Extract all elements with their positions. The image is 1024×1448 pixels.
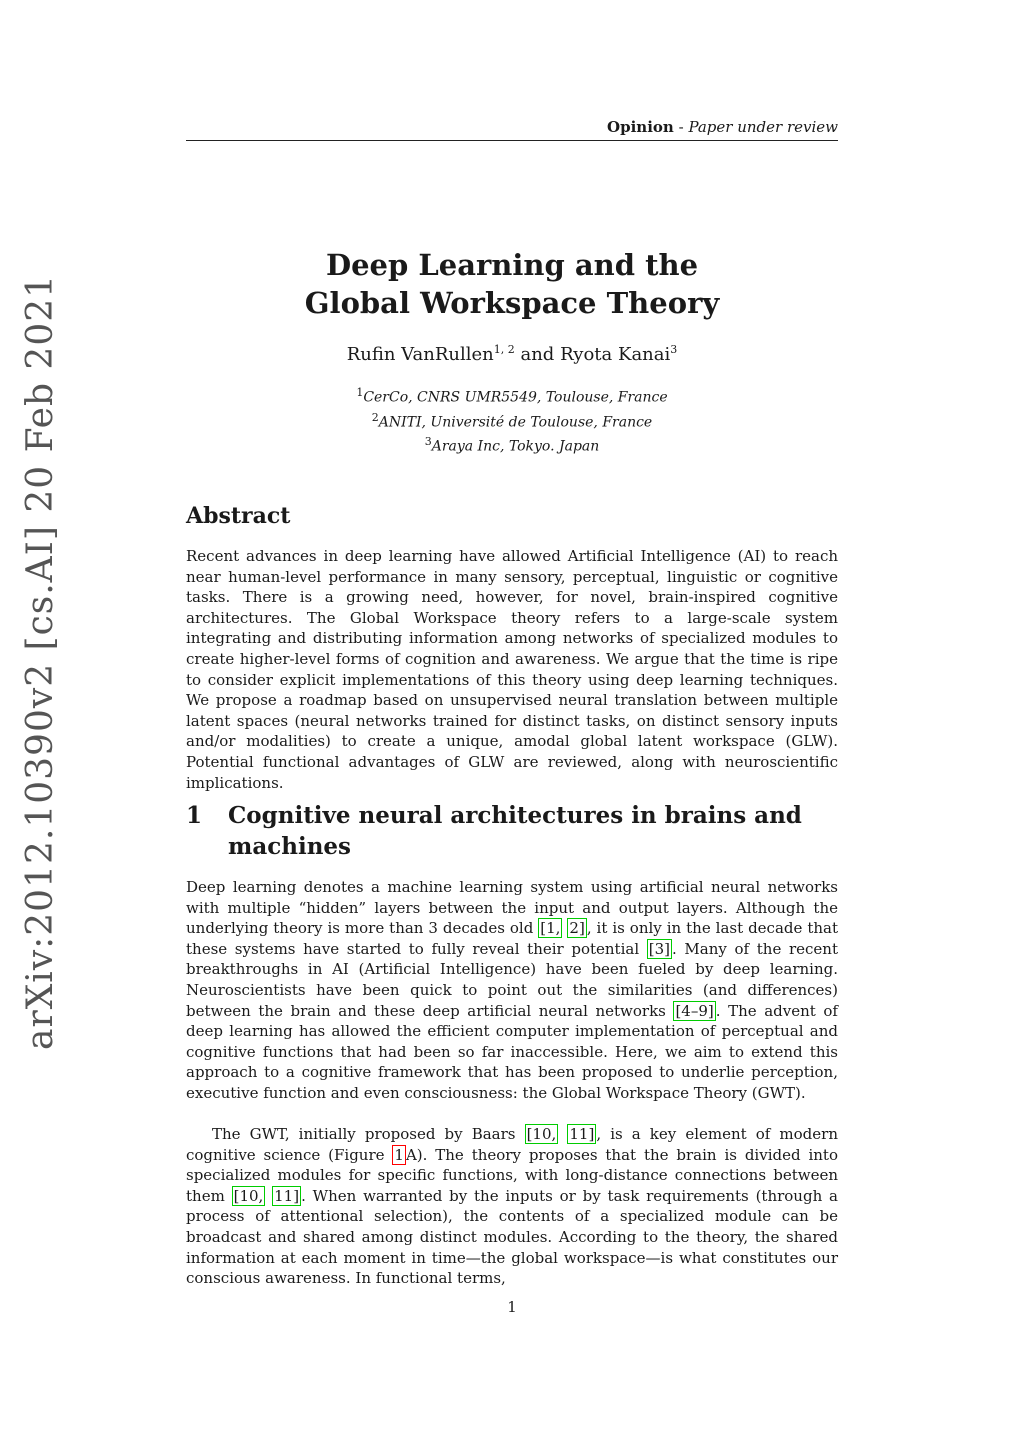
paragraph-text: . When warranted by the inputs or by task requirements (through a process of attentional selection), the contents of a specialized module can be broadcast and shared among distinct modules. According to the theory, the shared information at each moment in time—the global workspace—is what constitutes our conscious awareness. In functional terms,	[186, 1186, 838, 1288]
citation-link[interactable]: 11]	[569, 1125, 595, 1143]
author-conjunction: and	[514, 344, 561, 365]
paper-title	[186, 246, 838, 322]
header-separator: -	[673, 118, 689, 136]
body-paragraph-1	[186, 877, 838, 1104]
citation-link[interactable]: [10,	[526, 1125, 557, 1143]
citation-link[interactable]: 11]	[274, 1186, 300, 1205]
running-header	[186, 118, 838, 141]
page-number: 1	[507, 1298, 517, 1316]
author-affil-sup: 3	[670, 343, 678, 356]
abstract-heading: Abstract	[186, 503, 291, 529]
affiliation-text: ANITI, Université de Toulouse, France	[378, 414, 653, 431]
paragraph-text: . Many of the recent breakthroughs in AI (Artificial Intelligence) have been fueled by deep learning. Neuroscientists have been quick to point out the similarities (and differences) between the brain and these deep artificial neural networks	[186, 939, 838, 1020]
affiliation-line	[186, 432, 838, 457]
paragraph-text: Deep learning denotes a machine learning system using artificial neural networks with multiple “hidden” layers between the input and output layers. Although the underlying theory is more than 3 decades old	[186, 878, 838, 938]
arxiv-identifier[interactable]: arXiv:2012.10390v2 [cs.AI] 20 Feb 2021	[20, 273, 61, 1050]
paragraph-text: . The advent of deep learning has allowed the efficient computer implementation of perceptual and cognitive functions that had been so far inaccessible. Here, we aim to extend this approach to a cognitive framework that has been proposed to underlie perception, executive function and even consciousness: the Global Workspace Theory (GWT).	[186, 1001, 838, 1102]
citation-link[interactable]: [3]	[648, 939, 671, 958]
paragraph-text: , is a key element of modern cognitive science (Figure	[186, 1125, 838, 1164]
affiliation-num: 2	[371, 410, 379, 424]
affiliation-line	[186, 408, 838, 433]
figure-link[interactable]: 1	[394, 1145, 404, 1164]
affiliation-num: 1	[356, 386, 364, 399]
affiliation-text: Araya Inc, Tokyo. Japan	[431, 438, 600, 455]
section-heading	[186, 800, 838, 862]
author-list	[186, 343, 838, 365]
section-title: Cognitive neural architectures in brains and machines	[228, 802, 802, 860]
paragraph-text: The GWT, initially proposed by Baars	[212, 1125, 525, 1143]
author-name: Ryota Kanai	[560, 344, 671, 365]
citation-link[interactable]: [10,	[233, 1186, 264, 1205]
paragraph-text: A). The theory proposes that the brain is divided into specialized modules for specific functions, with long-distance connections between them	[186, 1145, 838, 1205]
affiliations	[186, 383, 838, 457]
citation-link[interactable]: [4–9]	[675, 1001, 714, 1020]
affiliation-num: 3	[424, 435, 432, 449]
header-label: Opinion	[607, 118, 674, 136]
header-status: Paper under review	[688, 118, 838, 136]
section-number: 1	[186, 802, 203, 829]
title-line-1: Deep Learning and the	[325, 248, 699, 282]
body-paragraph-2	[186, 1124, 838, 1289]
citation-link[interactable]: 2]	[569, 919, 585, 938]
title-line-2: Global Workspace Theory	[304, 286, 720, 320]
abstract-text: Recent advances in deep learning have allowed Artificial Intelligence (AI) to reach near human-level performance in many sensory, perceptual, linguistic or cognitive tasks. There is a growing need, however, for novel, brain-inspired cognitive architectures. The Global Workspace theory refers to a large-scale system integrating and distributing information among networks of specialized modules to create higher-level forms of cognition and awareness. We argue that the time is ripe to consider explicit implementations of this theory using deep learning techniques. We propose a roadmap based on unsupervised neural translation between multiple latent spaces (neural networks trained for distinct tasks, on distinct sensory inputs and/or modalities) to create a unique, amodal global latent workspace (GLW). Potential functional advantages of GLW are reviewed, along with neuroscientific implications.	[186, 547, 838, 792]
author-affil-sup: 1, 2	[493, 343, 515, 356]
citation-link[interactable]: [1,	[540, 919, 561, 938]
paragraph-text: , it is only in the last decade that these systems have started to fully reveal their potential	[186, 919, 838, 958]
author-name: Rufin VanRullen	[346, 344, 494, 365]
affiliation-text: CerCo, CNRS UMR5549, Toulouse, France	[363, 389, 668, 406]
affiliation-line	[186, 383, 838, 408]
